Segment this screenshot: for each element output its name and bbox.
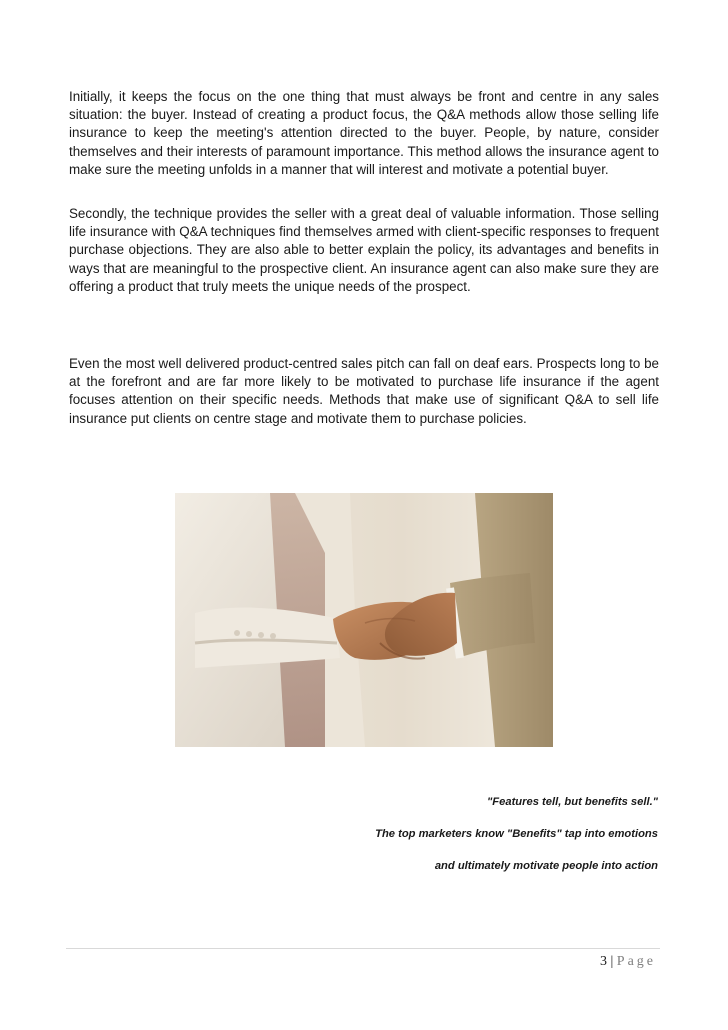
body-paragraph-1: Initially, it keeps the focus on the one thing that must always be front and centre in any sales situation: the buyer. Instead of creating a product focus, the Q&A methods allow those selling life insurance to keep the meeting's attention directed to the buyer. People, by nature, consider themselves and their interests of paramount importance. This method allows the insurance agent to make sure the meeting unfolds in a manner that will interest and motivate a potential buyer. (69, 89, 659, 177)
footer-divider (66, 948, 660, 949)
body-paragraph-2: Secondly, the technique provides the seller with a great deal of valuable information. Those selling life insurance with Q&A techniques find themselves armed with client-specific responses to frequent purchase objections. They are also able to better explain the policy, its advantages and benefits in ways that are meaningful to the prospective client. An insurance agent can also make sure they are offering a product that truly meets the unique needs of the prospect. (69, 206, 659, 294)
body-paragraph-3: Even the most well delivered product-centred sales pitch can fall on deaf ears. Prospects long to be at the forefront and are far more likely to be motivated to purchase life insurance if the agent focuses attention on their specific needs. Methods that make use of significant Q&A to sell life insurance put clients on centre stage and motivate them to purchase policies. (69, 356, 659, 426)
page-number (600, 954, 656, 970)
quote-line-3: and ultimately motivate people into action (434, 860, 658, 872)
handshake-photo-icon (175, 493, 553, 747)
quote-line-2: The top marketers know "Benefits" tap into emotions (375, 828, 658, 840)
page-number-separator: | (606, 954, 617, 969)
page-label: Page (616, 954, 656, 969)
quote-line-1: "Features tell, but benefits sell." (486, 796, 658, 808)
page-number-value: 3 (599, 954, 607, 969)
